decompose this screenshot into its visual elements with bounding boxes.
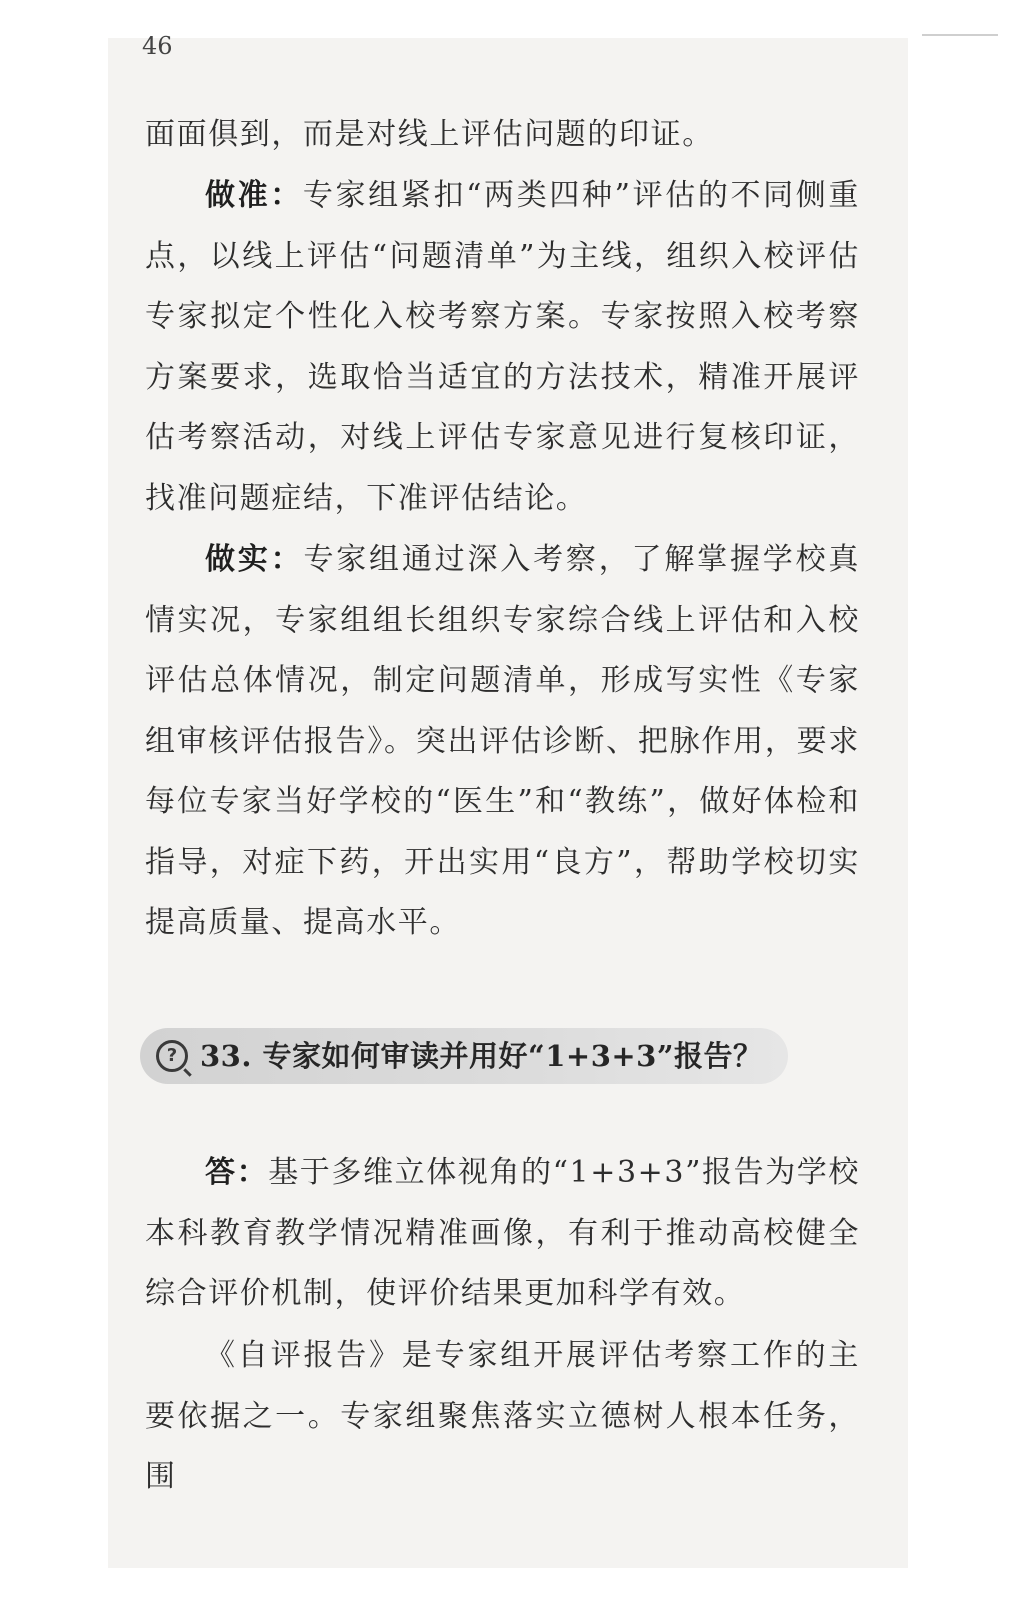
question-title: 33. 专家如何审读并用好“1+3+3”报告？	[200, 1039, 763, 1073]
paragraph-text: 基于多维立体视角的“1+3+3”报告为学校本科教育教学情况精准画像，有利于推动高校健全综合评价机制，使评价结果更加科学有效。	[145, 1155, 861, 1311]
paragraph-lead: 做实：	[205, 542, 304, 577]
question-magnifier-icon: ?	[156, 1040, 188, 1072]
paragraph-text: 专家组紧扣“两类四种”评估的不同侧重点，以线上评估“问题清单”为主线，组织入校评估专家拟定个性化入校考察方案。专家按照入校考察方案要求，选取恰当适宜的方法技术，精准开展评估考察活动，对线上评估专家意见进行复核印证，找准问题症结，下准评估结论。	[145, 178, 860, 516]
paragraph-answer	[145, 1143, 860, 1325]
paragraph-continuation	[145, 105, 860, 166]
paragraph-lead: 答：	[205, 1155, 269, 1190]
paragraph-zuoshi	[145, 530, 860, 954]
page-number: 46	[142, 32, 173, 60]
paragraph-lead: 做准：	[205, 178, 303, 213]
paragraph-zuozhun	[145, 166, 860, 529]
top-edge-mark	[922, 34, 998, 36]
question-heading	[140, 1028, 788, 1084]
paragraph-text: 专家组通过深入考察，了解掌握学校真情实况，专家组组长组织专家综合线上评估和入校评估总体情况，制定问题清单，形成写实性《专家组审核评估报告》。突出评估诊断、把脉作用，要求每位专家当好学校的“医生”和“教练”，做好体检和指导，对症下药，开出实用“良方”，帮助学校切实提高质量、提高水平。	[145, 542, 860, 940]
paragraph-text: 面面俱到，而是对线上评估问题的印证。	[145, 117, 714, 152]
paragraph-self-evaluation	[145, 1326, 860, 1508]
paragraph-text: 《自评报告》是专家组开展评估考察工作的主要依据之一。专家组聚焦落实立德树人根本任务，围	[145, 1338, 860, 1494]
